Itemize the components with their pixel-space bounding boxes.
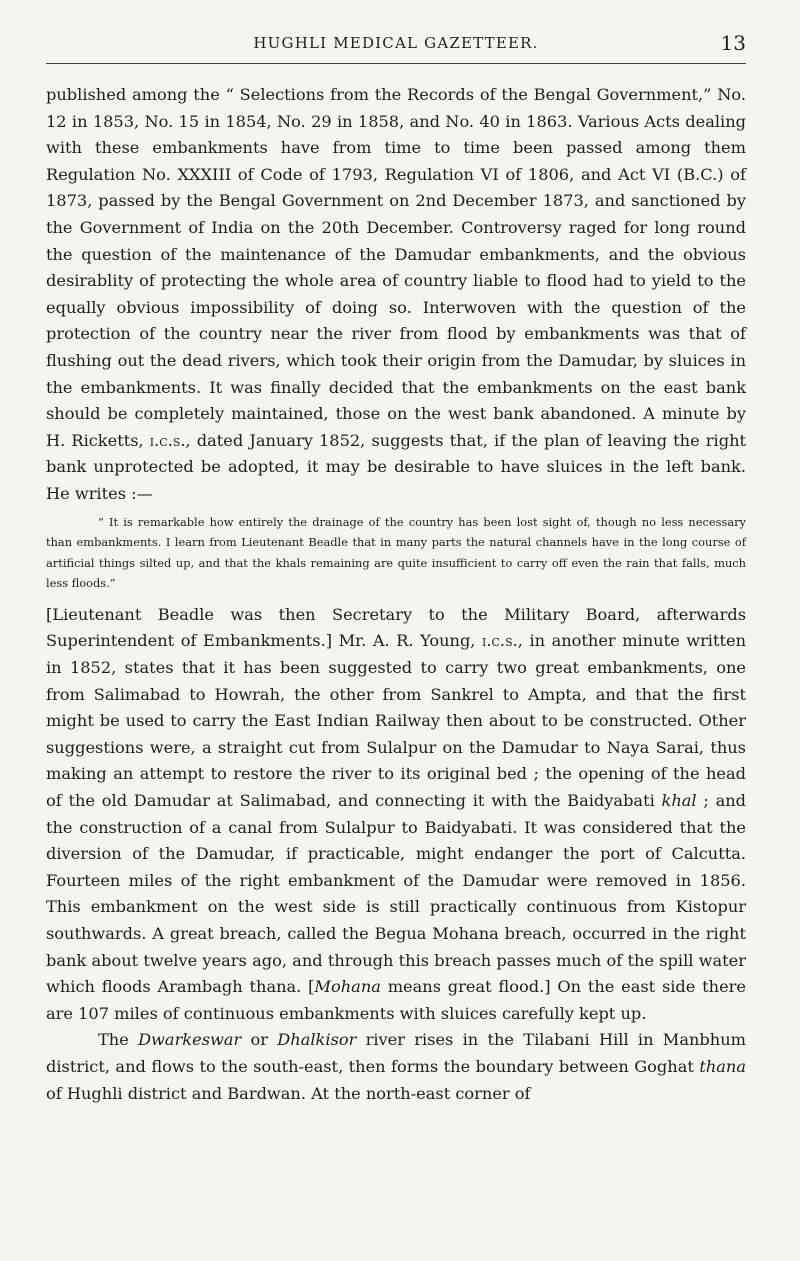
page-header xyxy=(46,31,746,58)
paragraph-1 xyxy=(46,82,746,508)
paragraph-3 xyxy=(46,1027,746,1107)
italic-term: khal xyxy=(661,791,697,811)
italic-term: Mohana xyxy=(314,977,381,997)
page-body xyxy=(46,82,746,1107)
page-number: 13 xyxy=(720,31,746,55)
italic-term: Dwarkeswar xyxy=(138,1030,242,1050)
text-span: published among the “ Selections from the Records of the Bengal Government,” No. 12 in 1853, No. 15 in 1854, No. 29 in 1858, and No. 40 in 1863. Various Acts dealing with these embankments have from time to time been passed among them Regulation No. XXXIII of Code of 1793, Regulation VI of 1806, and Act VI (B.C.) of 1873, passed by the Bengal Government on 2nd December 1873, and sanctioned by the Government of India on the 20th December. Controversy raged for long round the question of the maintenance of the Damudar embankments, and the obvious desirablity of protecting the whole area of country liable to flood had to yield to the equally obvious impossibility of doing so. Interwoven with the question of the protection of the country near the river from flood by embankments was that of flushing out the dead rivers, which took their origin from the Damudar, by sluices in the embankments. It was finally decided that the embankments on the east bank should be completely maintained, those on the west bank abandoned. A minute by H. Ricketts, xyxy=(46,85,746,450)
text-span: The xyxy=(98,1030,139,1050)
text-span: river rises in the Tilabani Hill in Manbhum district, and flows to the south-east, then forms the boundary between Goghat xyxy=(46,1030,746,1076)
header-rule xyxy=(46,63,746,64)
text-span: of Hughli district and Bardwan. At the north-east corner of xyxy=(46,1083,531,1103)
text-span: i.c.s. xyxy=(482,631,518,651)
italic-term: Dhalkisor xyxy=(277,1030,357,1050)
text-span: , in another minute written in 1852, states that it has been suggested to carry two great embankments, one from Salimabad to Howrah, the other from Sankrel to Ampta, and that the first might be used to carry the East Indian Railway then about to be constructed. Other suggestions were, a straight cut from Sulalpur on the Damudar to Naya Sarai, thus making an attempt to restore the river to its original bed ; the opening of the head of the old Damudar at Salimabad, and connecting it with the Baidyabati xyxy=(46,631,746,811)
paragraph-2 xyxy=(46,602,746,1028)
text-span: ; and the construction of a canal from Sulalpur to Baidyabati. It was considered that the diversion of the Damudar, if practicable, might endanger the port of Calcutta. Fourteen miles of the right embankment of the Damudar were removed in 1856. This embankment on the west side is still practically continuous from Kistopur southwards. A great breach, called the Begua Mohana breach, occurred in the right bank about twelve years ago, and through this breach passes much of the spill water which floods Arambagh thana. [ xyxy=(46,791,747,997)
block-quote: “ It is remarkable how entirely the drainage of the country has been lost sight of, though no less necessary than embankments. I learn from Lieutenant Beadle that in many parts the natural channels have in the long course of artificial things silted up, and that the khals remaining are quite insufficient to carry off even the rain that falls, much less floods.” xyxy=(46,514,746,591)
text-span: i.c.s. xyxy=(149,430,186,450)
italic-term: thana xyxy=(699,1056,746,1076)
running-head: HUGHLI MEDICAL GAZETTEER. xyxy=(253,34,539,52)
text-span: , dated January 1852, suggests that, if the plan of leaving the right bank unprotected be adopted, it may be desirable to have sluices in the left bank. He writes :— xyxy=(46,430,747,503)
text-span: means great flood.] On the east side there are 107 miles of continuous embankments with sluices carefully kept up. xyxy=(46,977,746,1023)
text-span: [Lieutenant Beadle was then Secretary to the Military Board, afterwards Superintendent of Embankments.] Mr. A. R. Young, xyxy=(46,604,746,651)
text-span: or xyxy=(241,1030,278,1050)
